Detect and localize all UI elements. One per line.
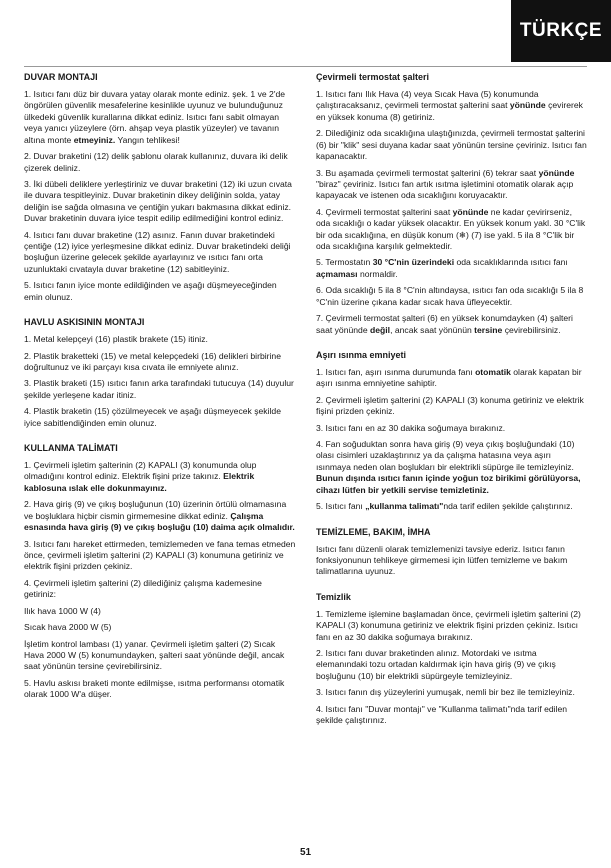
step-6: 6. Oda sıcaklığı 5 ila 8 °C'nin altındaysa, ısıtıcı fan oda sıcaklığı 5 ila 8 °C'nin üzerine çıkana kadar sıcak hava üfleyecektir. bbox=[316, 285, 584, 307]
step-4: 4. Çevirmeli işletim şalterini (2) dilediğiniz çalışma kademesine getiriniz: bbox=[24, 577, 262, 600]
page-number: 51 bbox=[299, 847, 312, 858]
section-clean-steps bbox=[316, 592, 588, 727]
step-1: 1. Çevirmeli işletim şalterinin (2) KAPALI (3) konumunda olup olmadığını kontrol ediniz. Elektrik fişini prize takınız. Elektrik kablosuna ıslak elle dokunmayınız. bbox=[24, 460, 257, 493]
step-2: 2. Plastik braketteki (15) ve metal kelepçedeki (16) delikleri birbirine doğrultunuz ve iki parçayı kısa cıvata ile emniyete alınız. bbox=[24, 350, 281, 372]
step-4: 4. Fan soğuduktan sonra hava giriş (9) veya çıkış boşluğundaki (10) olası cisimleri uzaklaştırınız ya da çalışma hatasına veya aşırı ısınmaya neden olan boşlukları bir elektrikli süpürge ile temizleyiniz. Bunun dışında ısıtıcı fanın içinde yoğun toz birikimi görülüyorsa, cihazı lütfen bir yetkili servise temizletiniz. bbox=[316, 439, 581, 495]
section-title: TEMİZLEME, BAKIM, İMHA bbox=[316, 526, 431, 537]
step-2: 2. Duvar braketini (12) delik şablonu olarak kullanınız, duvara iki delik çizerek deliniz. bbox=[24, 151, 288, 173]
step-3: 3. İki dübeli deliklere yerleştiriniz ve duvar braketini (12) iki uzun cıvata ile duvara tespitleyiniz. Duvar braketinin dikey deliğinin solda, yatay deliğin ise sağda olmasına ve çentiğin yukarı bakmasına dikkat ediniz. Duvar braketinin duvara iyice tespit edilip edilmediğini kontrol ediniz. bbox=[24, 178, 292, 224]
step-1: 1. Isıtıcı fanı Ilık Hava (4) veya Sıcak Hava (5) konumunda çalıştıracaksanız, çevirmeli termostat şalterini saat yönünde çevirerek en yüksek konuma (8) getiriniz. bbox=[316, 88, 583, 122]
section-title: KULLANMA TALİMATI bbox=[24, 443, 118, 454]
step-3: 3. Isıtıcı fanın dış yüzeylerini yumuşak, nemli bir bez ile temizleyiniz. bbox=[316, 687, 575, 698]
section-operation bbox=[24, 443, 296, 701]
intro: Isıtıcı fanı düzenli olarak temizlemenizi tavsiye ederiz. Isıtıcı fanın fonksiyonunun tehlikeye girmemesi için lütfen temizleme ve bakım talimatlarına uyunuz. bbox=[316, 543, 568, 577]
step-5: 5. Termostatın 30 °C'nin üzerindeki oda sıcaklıklarında ısıtıcı fanı açmaması normaldir. bbox=[316, 257, 568, 279]
step-2: 2. Hava giriş (9) ve çıkış boşluğunun (10) üzerinin örtülü olmamasına ve boşluklara hiçbir cismin girmemesine dikkat ediniz. Çalışma esnasında hava giriş (9) ve çıkış boşluğu (10) daima açık olmalıdır. bbox=[24, 499, 295, 533]
step-4: 4. Plastik braketin (15) çözülmeyecek ve aşağı düşmeyecek şekilde iyice sabitlendiğinden emin olunuz. bbox=[24, 406, 281, 428]
step-2: 2. Dilediğiniz oda sıcaklığına ulaştığınızda, çevirmeli termostat şalterini (6) bir "klik" sesi duyana kadar saat yönünün tersine çeviriniz. Isıtıcı fan kapanacaktır. bbox=[316, 128, 587, 162]
step-4: 4. Isıtıcı fanı duvar braketine (12) asınız. Fanın duvar braketindeki çentiğe (12) iyice yerleşmesine dikkat ediniz. Duvar braketindeki deliği boşluğun üzerine gelecek şekilde ayarlayınız ve ısıtıcı fanı orta uzunluktaki cıvatayla duvar braketine (12) sabitleyiniz. bbox=[24, 229, 291, 274]
section-title: Çevirmeli termostat şalteri bbox=[316, 72, 430, 82]
section-title: Temizlik bbox=[316, 591, 351, 602]
step-3: 3. Plastik braketi (15) ısıtıcı fanın arka tarafındaki tutucuya (14) duyulur şekilde yerleşene kadar itiniz. bbox=[24, 378, 294, 400]
step-5: 5. Isıtıcı fanı „kullanma talimatı"nda tarif edilen şekilde çalıştırınız. bbox=[316, 501, 573, 512]
mode-warm: Ilık hava 1000 W (4) bbox=[24, 605, 101, 616]
step-3: 3. Isıtıcı fanı en az 30 dakika soğumaya bırakınız. bbox=[316, 422, 506, 433]
section-title: DUVAR MONTAJI bbox=[24, 72, 98, 82]
step-1: 1. Isıtıcı fan, aşırı ısınma durumunda fanı otomatik olarak kapatan bir aşırı ısınma emniyetine sahiptir. bbox=[316, 366, 582, 389]
section-title: HAVLU ASKISININ MONTAJI bbox=[24, 317, 145, 328]
step-3: 3. Bu aşamada çevirmeli termostat şalterini (6) tekrar saat yönünde "biraz" çeviriniz. Isıtıcı fan artık ısıtma işletimini otomatik olarak açıp kapayacak ve istenen oda sıcaklığını koruyacaktır. bbox=[316, 167, 575, 201]
step-2: 2. Isıtıcı fanı duvar braketinden alınız. Motordaki ve ısıtma elemanındaki tozu ortadan kaldırmak için hava giriş (9) ve çıkış boşluğunu (10) bir elektrikli süpürgeyle temizleyiniz. bbox=[316, 648, 556, 681]
step-3: 3. Isıtıcı fanı hareket ettirmeden, temizlemeden ve fana temas etmeden önce, çevirmeli işletim şalterini (2) KAPALI (3) konumuna getiriniz ve elektrik fişini prizden çekiniz. bbox=[24, 538, 296, 572]
right-column bbox=[316, 72, 588, 737]
section-overheat bbox=[316, 350, 588, 513]
mode-hot: Sıcak hava 2000 W (5) bbox=[24, 622, 112, 633]
language-tab: TÜRKÇE bbox=[511, 0, 611, 62]
step-2: 2. Çevirmeli işletim şalterini (2) KAPALI (3) konuma getiriniz ve elektrik fişini prizden çekiniz. bbox=[316, 394, 584, 417]
section-wall-mount bbox=[24, 72, 296, 303]
step-1: 1. Isıtıcı fanı düz bir duvara yatay olarak monte ediniz. şek. 1 ve 2'de öngörülen güvenlik mesafelerine kesinlikle uyunuz ve bulunduğunuz ülkedeki güvenlik kurallarına dikkat ediniz. Isıtıcı fanı sabit olmayan veya yanıcı yüzeylere (örn. ahşap veya plastik yüzeyler) ve tavanın altına monte etmeyiniz. Yangın tehlikesi! bbox=[24, 88, 286, 145]
step-4: 4. Çevirmeli termostat şalterini saat yönünde ne kadar çevirirseniz, oda sıcaklığı o kadar yüksek olacaktır. En yüksek konum yakl. 30 °C'lik bir oda sıcaklığına, en düşük konum (❄) (7) ise yakl. 5 ila 8 °C'lik bir oda sıcaklığına karşılık gelmektedir. bbox=[316, 206, 586, 252]
left-column bbox=[24, 72, 296, 711]
section-cleaning bbox=[316, 527, 588, 578]
section-title: Aşırı ısınma emniyeti bbox=[316, 349, 407, 360]
step-7: 7. Çevirmeli termostat şalteri (6) en yüksek konumdayken (4) şalteri saat yönünde değil, ancak saat yönünün tersine çevirebilirsiniz. bbox=[316, 313, 573, 335]
step-5: 5. Havlu askısı braketi monte edilmişse, ısıtma performansı otomatik olarak 1000 W'a düşer. bbox=[24, 677, 285, 700]
step-4: 4. Isıtıcı fanı "Duvar montajı" ve "Kullanma talimatı"nda tarif edilen şekilde çalıştırınız. bbox=[316, 703, 568, 726]
step-1: 1. Temizleme işlemine başlamadan önce, çevirmeli işletim şalterini (2) KAPALI (3) konumuna getiriniz ve elektrik fişini prizden çekiniz. Isıtıcı fanı en az 30 dakika soğumaya bırakınız. bbox=[316, 608, 581, 642]
section-towel-rack bbox=[24, 317, 296, 429]
step-4-note: İşletim kontrol lambası (1) yanar. Çevirmeli işletim şalteri (2) Sıcak Hava 2000 W (5) konumundayken, şalteri saat yönünde değil, ancak saat yönünün tersine çevirebilirsiniz. bbox=[24, 638, 285, 672]
step-5: 5. Isıtıcı fanın iyice monte edildiğinden ve aşağı düşmeyeceğinden emin olunuz. bbox=[24, 280, 277, 302]
header-rule bbox=[24, 66, 587, 67]
section-thermostat bbox=[316, 72, 588, 336]
step-1: 1. Metal kelepçeyi (16) plastik brakete (15) itiniz. bbox=[24, 334, 208, 345]
